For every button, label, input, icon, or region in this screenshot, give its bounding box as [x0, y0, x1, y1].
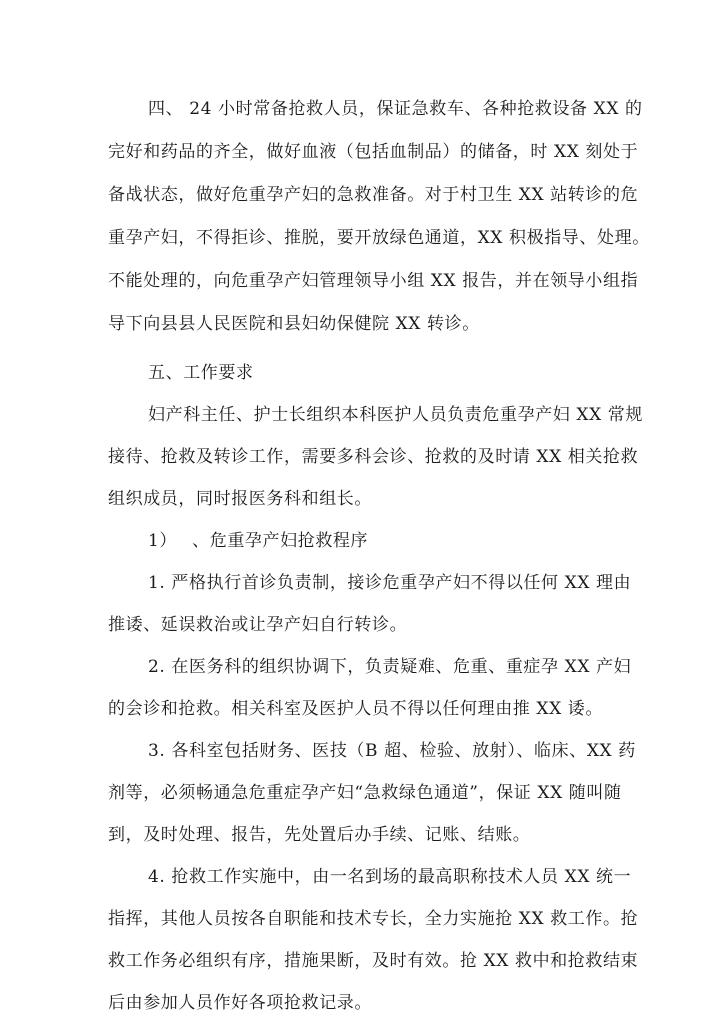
text-line: 推诿、延误救治或让孕产妇自行转诊。 [108, 615, 408, 635]
text-line: 2. 在医务科的组织协调下，负责疑难、危重、重症孕 XX 产妇 [148, 657, 632, 677]
text-line: 接待、抢救及转诊工作，需要多科会诊、抢救的及时请 XX 相关抢救 [108, 447, 639, 467]
text-line: 后由参加人员作好各项抢救记录。 [108, 993, 372, 1013]
text-line: 指挥，其他人员按各自职能和技术专长，全力实施抢 XX 救工作。抢 [108, 909, 639, 929]
text-line: 导下向县县人民医院和县妇幼保健院 XX 转诊。 [108, 314, 480, 334]
text-line: 到，及时处理、报告，先处置后办手续、记账、结账。 [108, 825, 531, 845]
subsection-heading: 1） 、危重孕产妇抢救程序 [148, 531, 369, 551]
section-heading: 五、工作要求 [148, 363, 254, 383]
text-line: 1. 严格执行首诊负责制，接诊危重孕产妇不得以任何 XX 理由 [148, 573, 632, 593]
text-line: 救工作务必组织有序，措施果断，及时有效。抢 XX 救中和抢救结束 [108, 951, 639, 971]
text-line: 3. 各科室包括财务、医技（B 超、检验、放射）、临床、XX 药 [148, 741, 636, 761]
text-line: 四、 24 小时常备抢救人员，保证急救车、各种抢救设备 XX 的 [148, 99, 643, 119]
text-line: 不能处理的，向危重孕产妇管理领导小组 XX 报告，并在领导小组指 [108, 271, 639, 291]
text-line: 的会诊和抢救。相关科室及医护人员不得以任何理由推 XX 诿。 [108, 699, 604, 719]
text-line: 妇产科主任、护士长组织本科医护人员负责危重孕产妇 XX 常规 [148, 405, 644, 425]
text-line: 重孕产妇，不得拒诊、推脱，要开放绿色通道，XX 积极指导、处理。 [108, 228, 650, 248]
text-line: 剂等，必须畅通急危重症孕产妇“急救绿色通道”，保证 XX 随叫随 [108, 783, 622, 803]
text-line: 备战状态，做好危重孕产妇的急救准备。对于村卫生 XX 站转诊的危 [108, 185, 639, 205]
text-line: 完好和药品的齐全，做好血液（包括血制品）的储备，时 XX 刻处于 [108, 142, 639, 162]
text-line: 组织成员，同时报医务科和组长。 [108, 489, 372, 509]
text-line: 4. 抢救工作实施中，由一名到场的最高职称技术人员 XX 统一 [148, 867, 632, 887]
